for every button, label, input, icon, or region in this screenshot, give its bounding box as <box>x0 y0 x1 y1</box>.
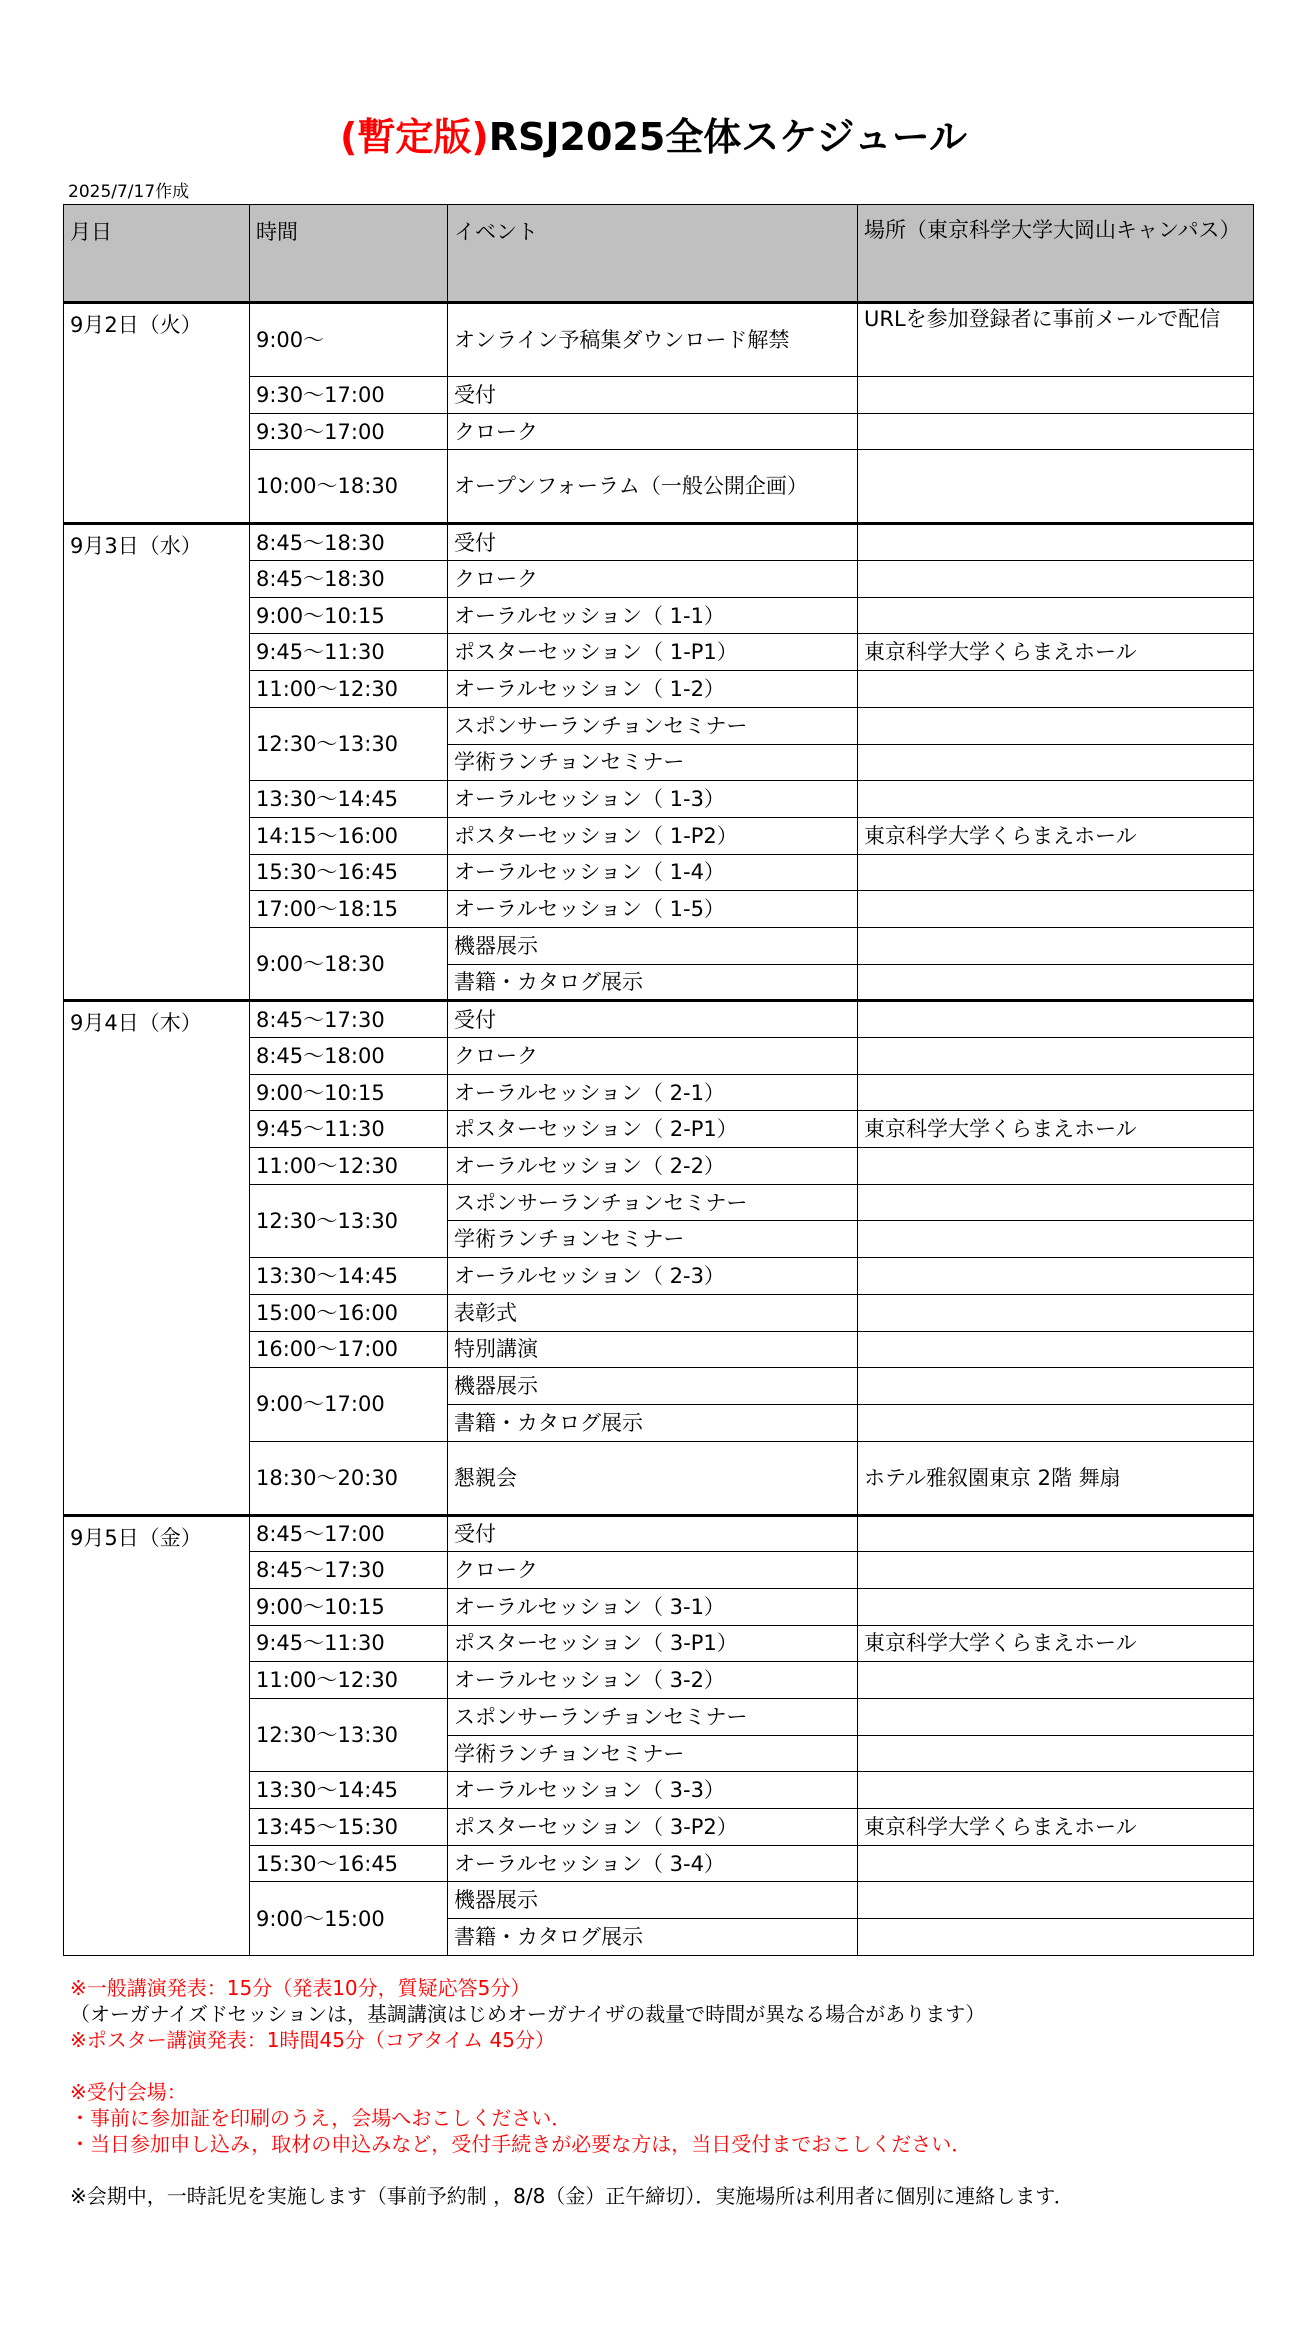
event-cell: 機器展示 <box>448 1882 858 1919</box>
table-row <box>64 524 1254 561</box>
notes-section <box>70 1975 1074 2209</box>
time-cell: 9:00〜17:00 <box>250 1368 448 1441</box>
location-cell <box>858 891 1254 928</box>
location-cell <box>858 597 1254 634</box>
event-cell: 機器展示 <box>448 927 858 964</box>
note-line <box>70 2053 1074 2079</box>
location-cell <box>858 671 1254 708</box>
time-cell: 9:00〜10:15 <box>250 1074 448 1111</box>
time-cell: 12:30〜13:30 <box>250 707 448 780</box>
location-cell <box>858 1552 1254 1589</box>
event-cell: 受付 <box>448 524 858 561</box>
event-cell: クローク <box>448 561 858 598</box>
event-cell: オーラルセッション（ 2-3） <box>448 1258 858 1295</box>
event-cell: オーラルセッション（ 3-4） <box>448 1845 858 1882</box>
note-line: ※一般講演発表：15分（発表10分，質疑応答5分） <box>70 1976 531 2000</box>
time-cell: 11:00〜12:30 <box>250 1148 448 1185</box>
event-cell: オーラルセッション（ 1-3） <box>448 781 858 818</box>
event-cell: 懇親会 <box>448 1441 858 1515</box>
time-cell: 12:30〜13:30 <box>250 1184 448 1257</box>
time-cell: 11:00〜12:30 <box>250 1662 448 1699</box>
note-line: （オーガナイズドセッションは，基調講演はじめオーガナイザの裁量で時間が異なる場合があります） <box>70 2002 986 2026</box>
time-cell: 8:45〜18:30 <box>250 524 448 561</box>
time-cell: 13:30〜14:45 <box>250 781 448 818</box>
note-line <box>70 2157 1074 2183</box>
location-cell: URLを参加登録者に事前メールで配信 <box>858 303 1254 377</box>
event-cell: オーラルセッション（ 1-5） <box>448 891 858 928</box>
event-cell: 書籍・カタログ展示 <box>448 1404 858 1441</box>
location-cell <box>858 1074 1254 1111</box>
location-cell <box>858 1735 1254 1772</box>
time-cell: 9:00〜10:15 <box>250 597 448 634</box>
table-row <box>64 1001 1254 1038</box>
event-cell: クローク <box>448 1038 858 1075</box>
time-cell: 13:45〜15:30 <box>250 1809 448 1846</box>
event-cell: オンライン予稿集ダウンロード解禁 <box>448 303 858 377</box>
event-cell: ポスターセッション（ 1-P1） <box>448 634 858 671</box>
location-cell <box>858 1845 1254 1882</box>
event-cell: スポンサーランチョンセミナー <box>448 1184 858 1221</box>
event-cell: ポスターセッション（ 3-P1） <box>448 1625 858 1662</box>
title-provisional-tag: (暫定版) <box>339 115 489 159</box>
event-cell: オーラルセッション（ 2-1） <box>448 1074 858 1111</box>
location-cell <box>858 1368 1254 1405</box>
event-cell: スポンサーランチョンセミナー <box>448 707 858 744</box>
date-cell: 9月2日（火） <box>64 303 250 524</box>
location-cell <box>858 1294 1254 1331</box>
schedule-table <box>63 204 1254 1956</box>
location-cell <box>858 524 1254 561</box>
location-cell <box>858 707 1254 744</box>
header-location: 場所（東京科学大学大岡山キャンパス） <box>858 205 1254 303</box>
time-cell: 11:00〜12:30 <box>250 671 448 708</box>
location-cell <box>858 1699 1254 1736</box>
location-cell <box>858 1588 1254 1625</box>
title-main: RSJ2025全体スケジュール <box>488 115 967 159</box>
event-cell: オーラルセッション（ 2-2） <box>448 1148 858 1185</box>
event-cell: 受付 <box>448 1515 858 1552</box>
location-cell: 東京科学大学くらまえホール <box>858 1625 1254 1662</box>
event-cell: 機器展示 <box>448 1368 858 1405</box>
table-header-row <box>64 205 1254 303</box>
time-cell: 9:30〜17:00 <box>250 377 448 414</box>
location-cell <box>858 561 1254 598</box>
event-cell: ポスターセッション（ 3-P2） <box>448 1809 858 1846</box>
location-cell: 東京科学大学くらまえホール <box>858 1111 1254 1148</box>
location-cell <box>858 450 1254 524</box>
date-cell: 9月5日（金） <box>64 1515 250 1955</box>
location-cell: ホテル雅叙園東京 2階 舞扇 <box>858 1441 1254 1515</box>
table-row <box>64 1515 1254 1552</box>
location-cell <box>858 377 1254 414</box>
event-cell: オーラルセッション（ 3-2） <box>448 1662 858 1699</box>
event-cell: スポンサーランチョンセミナー <box>448 1699 858 1736</box>
event-cell: 学術ランチョンセミナー <box>448 744 858 781</box>
event-cell: オーラルセッション（ 1-2） <box>448 671 858 708</box>
time-cell: 15:30〜16:45 <box>250 1845 448 1882</box>
time-cell: 8:45〜17:00 <box>250 1515 448 1552</box>
created-date: 2025/7/17作成 <box>68 182 190 202</box>
location-cell: 東京科学大学くらまえホール <box>858 1809 1254 1846</box>
time-cell: 9:00〜10:15 <box>250 1588 448 1625</box>
event-cell: 学術ランチョンセミナー <box>448 1735 858 1772</box>
note-line: ※ポスター講演発表：1時間45分（コアタイム 45分） <box>70 2028 555 2052</box>
location-cell <box>858 927 1254 964</box>
location-cell <box>858 1331 1254 1368</box>
location-cell <box>858 1772 1254 1809</box>
location-cell <box>858 854 1254 891</box>
event-cell: 受付 <box>448 377 858 414</box>
location-cell: 東京科学大学くらまえホール <box>858 634 1254 671</box>
time-cell: 13:30〜14:45 <box>250 1772 448 1809</box>
time-cell: 15:30〜16:45 <box>250 854 448 891</box>
date-cell: 9月3日（水） <box>64 524 250 1001</box>
note-line: ・事前に参加証を印刷のうえ，会場へおこしください． <box>70 2106 572 2130</box>
event-cell: 特別講演 <box>448 1331 858 1368</box>
event-cell: オープンフォーラム（一般公開企画） <box>448 450 858 524</box>
table-row <box>64 303 1254 377</box>
event-cell: クローク <box>448 413 858 450</box>
location-cell <box>858 1001 1254 1038</box>
time-cell: 16:00〜17:00 <box>250 1331 448 1368</box>
time-cell: 18:30〜20:30 <box>250 1441 448 1515</box>
time-cell: 15:00〜16:00 <box>250 1294 448 1331</box>
time-cell: 9:00〜18:30 <box>250 927 448 1000</box>
header-time: 時間 <box>250 205 448 303</box>
event-cell: クローク <box>448 1552 858 1589</box>
location-cell <box>858 1221 1254 1258</box>
time-cell: 8:45〜18:00 <box>250 1038 448 1075</box>
event-cell: 表彰式 <box>448 1294 858 1331</box>
event-cell: オーラルセッション（ 1-4） <box>448 854 858 891</box>
event-cell: 書籍・カタログ展示 <box>448 964 858 1001</box>
location-cell <box>858 1882 1254 1919</box>
location-cell <box>858 1184 1254 1221</box>
location-cell <box>858 1038 1254 1075</box>
event-cell: 学術ランチョンセミナー <box>448 1221 858 1258</box>
time-cell: 14:15〜16:00 <box>250 817 448 854</box>
time-cell: 9:45〜11:30 <box>250 634 448 671</box>
header-date: 月日 <box>64 205 250 303</box>
note-line: ※受付会場： <box>70 2080 187 2104</box>
location-cell <box>858 744 1254 781</box>
location-cell: 東京科学大学くらまえホール <box>858 817 1254 854</box>
location-cell <box>858 964 1254 1001</box>
page-title <box>0 112 1307 162</box>
event-cell: ポスターセッション（ 1-P2） <box>448 817 858 854</box>
time-cell: 9:00〜15:00 <box>250 1882 448 1955</box>
location-cell <box>858 1662 1254 1699</box>
time-cell: 13:30〜14:45 <box>250 1258 448 1295</box>
time-cell: 9:30〜17:00 <box>250 413 448 450</box>
location-cell <box>858 1919 1254 1956</box>
location-cell <box>858 1515 1254 1552</box>
note-line: ※会期中，一時託児を実施します（事前予約制 ，8/8（金）正午締切）．実施場所は利用者に個別に連絡します． <box>70 2184 1074 2208</box>
time-cell: 9:00〜 <box>250 303 448 377</box>
time-cell: 8:45〜17:30 <box>250 1001 448 1038</box>
location-cell <box>858 1258 1254 1295</box>
event-cell: 受付 <box>448 1001 858 1038</box>
location-cell <box>858 781 1254 818</box>
time-cell: 9:45〜11:30 <box>250 1111 448 1148</box>
event-cell: 書籍・カタログ展示 <box>448 1919 858 1956</box>
event-cell: オーラルセッション（ 3-1） <box>448 1588 858 1625</box>
location-cell <box>858 1148 1254 1185</box>
location-cell <box>858 413 1254 450</box>
time-cell: 9:45〜11:30 <box>250 1625 448 1662</box>
event-cell: オーラルセッション（ 1-1） <box>448 597 858 634</box>
header-event: イベント <box>448 205 858 303</box>
time-cell: 10:00〜18:30 <box>250 450 448 524</box>
time-cell: 12:30〜13:30 <box>250 1699 448 1772</box>
time-cell: 8:45〜17:30 <box>250 1552 448 1589</box>
event-cell: オーラルセッション（ 3-3） <box>448 1772 858 1809</box>
note-line: ・当日参加申し込み，取材の申込みなど，受付手続きが必要な方は，当日受付までおこしください． <box>70 2132 972 2156</box>
time-cell: 8:45〜18:30 <box>250 561 448 598</box>
schedule-body <box>64 303 1254 1956</box>
event-cell: ポスターセッション（ 2-P1） <box>448 1111 858 1148</box>
time-cell: 17:00〜18:15 <box>250 891 448 928</box>
date-cell: 9月4日（木） <box>64 1001 250 1515</box>
location-cell <box>858 1404 1254 1441</box>
